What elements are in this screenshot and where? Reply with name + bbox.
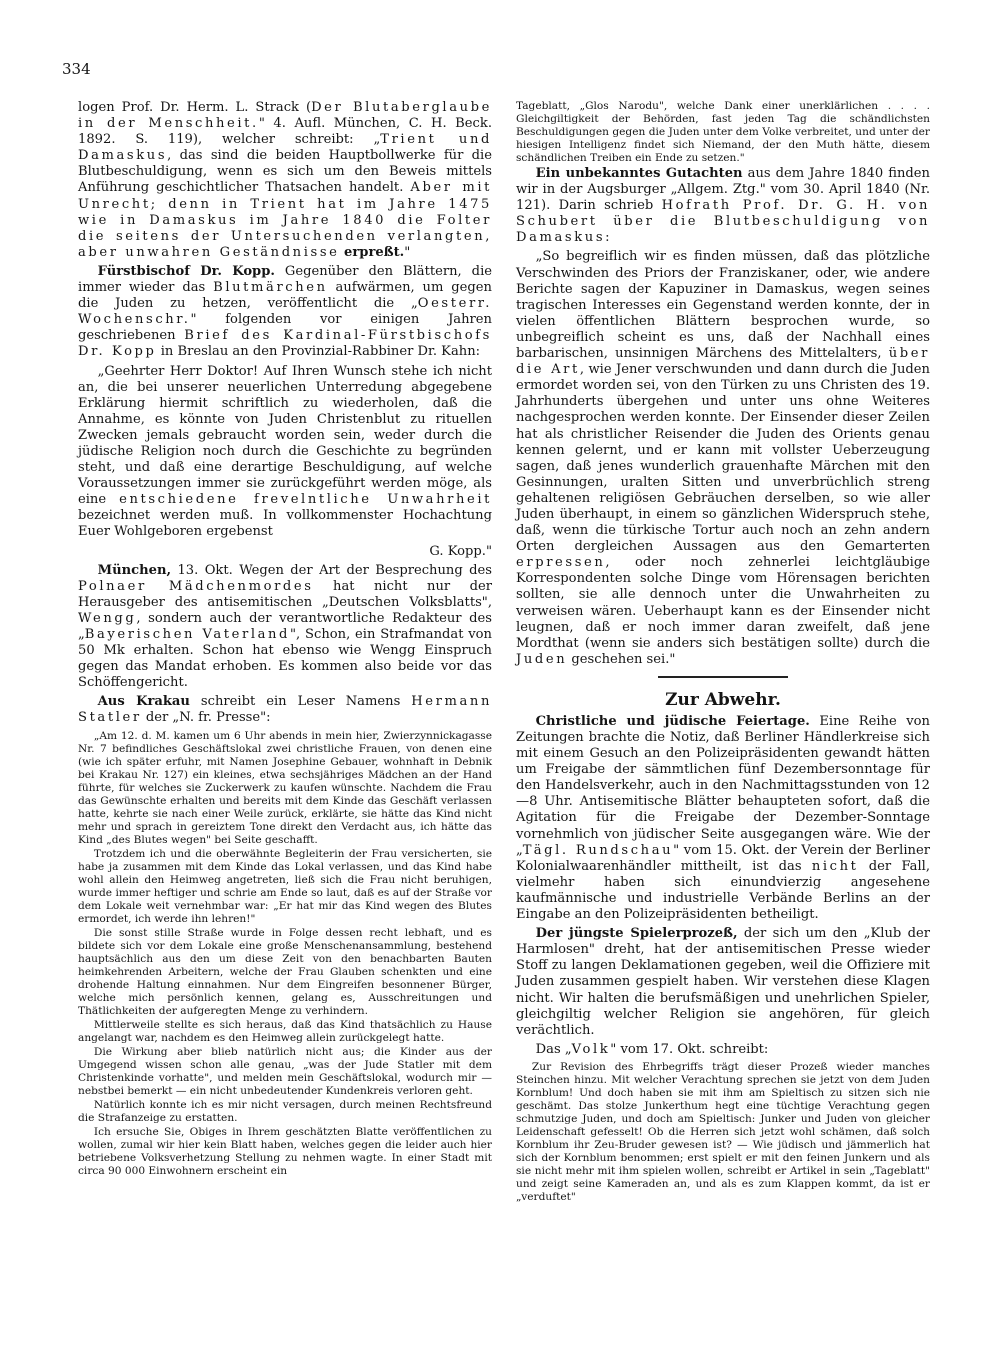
text-run: , das sind die beiden Hauptbollwerke für die Blutbeschuldigung, wenn es sich um den Beweis mittels Anführung geschichtlicher Thatsachen handelt. bbox=[78, 148, 492, 196]
left-column bbox=[78, 100, 492, 1179]
feiertage-article bbox=[516, 714, 930, 923]
text-run: der „N. fr. Presse": bbox=[141, 710, 271, 726]
volk-intro bbox=[516, 1042, 930, 1058]
text-run: " folgenden vor einigen Jahren geschriebenen bbox=[78, 312, 492, 344]
text-run: bezeichnet werden muß. In vollkommenster Hochachtung Euer Wohlgeboren ergebenst bbox=[78, 508, 492, 540]
text-run: , wie Jener verschwunden und dann durch die Juden ermordet worden sei, von den Türken zu uns Christen des 19. Jahrhunderts übergehen und unter uns ohne Weiteres nachgesprochen werden konnte. Der Einsender dieser Zeilen hat als christlicher Reisender die Juden des Orients genau kennen gelernt, und er kann mit vollster Ueberzeugung sagen, daß jenes wunderlich grauenhafte Märchen mit den Gesinnungen, uralten Sitten und unverbrüchlich streng gehaltenen religiösen Gebräuchen derselben, so wie aller Juden überhaupt, in einem so gänzlichen Widerspruch stehe, daß, wenn die türkische Tortur auch noch an zehn andern Orten dergleichen Aussagen aus den Gemarterten bbox=[516, 362, 930, 555]
text-run: München, bbox=[97, 562, 172, 578]
letter-signature: G. Kopp." bbox=[429, 543, 492, 559]
text-run: hat nicht nur der Herausgeber des antisemitischen „Deutschen Volksblatts", bbox=[78, 578, 492, 610]
text-run: , oder noch zehnerlei leichtgläubige Korrespondenten solche Dinge vom Hörensagen berichten sollten, sie alle dennoch unter die Unwahrheiten zu verweisen wären. Ueberhaupt kann es der Einsender nicht leugnen, daß er noch immer daran zweifelt, daß jene Mordthat (wenn sie anders sich bestätigen sollte) durch die bbox=[516, 555, 930, 651]
text-run: in Breslau an den Provinzial-Rabbiner Dr. Kahn: bbox=[156, 344, 481, 360]
text-run: „So begreiflich wir es finden müssen, daß das plötzliche Verschwinden des Priors der Franziskaner, oder, wie andere Berichte sagen der Kapuziner in Damaskus, wegen seines tragischen Interesses ein Gegenstand werden konnte, der in vielen öffentlichen Blättern besprochen wurde, so unbegreiflich scheint es uns, daß der Nachhall eines barbarischen, unsinnigen Märchens des Mittelalters, bbox=[516, 249, 930, 362]
krakau-article bbox=[78, 694, 492, 726]
letter-paragraph: Trotzdem ich und die oberwähnte Begleiterin der Frau versicherten, sie habe ja zusammen mit dem Kinde das Lokal verlassen, und das Kind habe wohl allein den Heimweg angetreten, ließ sich die Frau nicht beruhigen, wurde immer heftiger und schrie am Ende so laut, daß es auf der Straße vor dem Lokale weit vernehmbar war: „Er hat mir das Kind wegen des Blutes ermordet, ich werde ihn lehren!" bbox=[78, 847, 492, 925]
text-run: der sich um den „Klub der Harmlosen" dreht, hat der antisemitischen Presse wieder Stoff zu langen Deklamationen gegeben, weil die Offiziere mit Juden zusammen gespielt haben. Wir verstehen diese Klagen nicht. Wir halten die berufsmäßigen und unehrlichen Spieler, gleichgiltig welcher Religion sie angehören, für gleich verächtlich. bbox=[516, 926, 930, 1038]
text-run: geschehen sei." bbox=[567, 651, 676, 667]
text-run: erpressen bbox=[516, 555, 606, 571]
letter-paragraph: Ich ersuche Sie, Obiges in Ihrem geschätzten Blatte veröffentlichen zu wollen, zumal wir hier kein Blatt haben, welches gegen die leider auch hier betriebene Volksverhetzung Stellung zu nehmen wagte. In einer Stadt mit circa 90 000 Einwohnern erscheint ein bbox=[78, 1125, 492, 1177]
text-run: aus dem Jahre 1840 finden wir in der Augsburger „Allgem. Ztg." vom 30. April 1840 (Nr. 121). Darin schrieb bbox=[516, 166, 930, 214]
schubert-quote bbox=[516, 249, 930, 667]
text-run: „Geehrter Herr Doktor! Auf Ihren Wunsch stehe ich nicht an, die bei unserer neuerlichen Unterredung abgegebene Erklärung hiermit schriftlich zu wiederholen, daß die Annahme, es könnte von Juden Christenblut zu rituellen Zwecken jemals gebraucht worden sein, weder durch die jüdische Religion noch durch die Geschichte zu begründen steht, und daß eine derartige Beschuldigung, auf welche Voraussetzungen immer sie zurückgeführt werden möge, als eine bbox=[78, 363, 492, 508]
text-run: nicht bbox=[811, 858, 859, 874]
text-run: Brief des Kardinal-Fürstbischofs Dr. Kopp bbox=[78, 328, 492, 360]
text-run: : bbox=[605, 230, 610, 246]
kopp-letter bbox=[78, 364, 492, 541]
text-run: , sondern auch der verantwortliche Redakteur des „ bbox=[78, 610, 492, 642]
text-run: Trient und Damaskus bbox=[78, 132, 492, 164]
text-run: Tägl. Rundschau bbox=[522, 842, 674, 858]
text-run: Der jüngste Spielerprozeß, bbox=[535, 926, 738, 942]
text-run: " 4. Aufl. München, C. H. Beck. 1892. S. 119), welcher schreibt: „ bbox=[78, 116, 492, 148]
text-run: Polnaer Mädchenmordes bbox=[78, 578, 314, 594]
page-number: 334 bbox=[62, 60, 91, 78]
letter-paragraph: Mittlerweile stellte es sich heraus, daß das Kind thatsächlich zu Hause angelangt war, nachdem es den Heimweg allein zurückgelegt hatte. bbox=[78, 1018, 492, 1044]
letter-paragraph: „Am 12. d. M. kamen um 6 Uhr abends in mein hier, Zwierzynnickagasse Nr. 7 befindliches Geschäftslokal zwei christliche Frauen, von denen eine (wie ich später erfuhr, mit Namen Josephine Gebauer, wohnhaft in Debnik bei Krakau Nr. 127) ein kleines, etwa sechsjähriges Mädchen an der Hand führte, für welches sie Zuckerwerk zu kaufen wünschte. Nachdem die Frau das Gewünschte erhalten und bereits mit dem Kinde das Geschäft verlassen hatte, kehrte sie nach einer Weile zurück, erklärte, sie hätte das Kind nicht mehr und sprach in gereiztem Tone direkt den Verdacht aus, ich hätte das Kind „des Blutes wegen" bei Seite geschafft. bbox=[78, 729, 492, 846]
text-run: Der Blutaberglaube in der Menschheit. bbox=[78, 100, 492, 132]
text-run: " vom 15. Okt. der Verein der Berliner Kolonialwaarenhändler mittheilt, ist das bbox=[516, 842, 930, 874]
text-run: Das „ bbox=[535, 1041, 572, 1057]
intro-paragraph bbox=[78, 100, 492, 261]
krakau-letter bbox=[78, 730, 492, 1178]
text-run: Gegenüber den Blättern, die immer wieder das bbox=[78, 263, 493, 296]
krakau-letter-end: Tageblatt, „Glos Narodu", welche Dank einer unerklärlichen . . . . Gleichgiltigkeit der Behörden, fast jeden Tag die schändlichsten Beschuldigungen gegen die Juden unter dem Volke verbreitet, und unter der hiesigen Intelligenz findet sich Niemand, der den Muth hätte, diesem schändlichen Treiben ein Ende zu setzen." bbox=[516, 100, 930, 164]
text-run: Blutmärchen bbox=[213, 280, 328, 296]
text-run: Volk bbox=[571, 1041, 611, 1057]
text-run: Aber mit Unrecht; denn in Trient hat im Jahre 1475 wie in Damaskus im Jahre 1840 die Folter die seitens der Untersuchenden verlangten, aber unwahren Geständnisse bbox=[78, 180, 492, 260]
kopp-article bbox=[78, 264, 492, 361]
text-run: erpreßt. bbox=[339, 244, 405, 260]
text-run: Wengg bbox=[78, 610, 137, 626]
text-run: über die Art bbox=[516, 346, 930, 378]
text-run: aufwärmen, um gegen die Juden zu hetzen, veröffentlicht die „ bbox=[78, 280, 492, 312]
text-run: Ein unbekanntes Gutachten bbox=[535, 166, 743, 181]
text-run: Juden bbox=[516, 651, 568, 667]
text-run: Hermann Statler bbox=[78, 694, 492, 726]
text-run: logen Prof. Dr. Herm. L. Strack ( bbox=[78, 100, 312, 115]
text-run: 13. Okt. Wegen der Art der Besprechung des bbox=[171, 562, 492, 578]
right-column bbox=[516, 100, 930, 1205]
text-run: ", Schon, ein Strafmandat von 50 Mk erhalten. Schon hat ebenso wie Wengg Einspruch gegen das Mandat erhoben. Es kommen also beide vor das Schöffengericht. bbox=[78, 627, 492, 691]
volk-quote: Zur Revision des Ehrbegriffs trägt dieser Prozeß wieder manches Steinchen hinzu. Mit welcher Verachtung sprechen sie jetzt von dem Juden Kornblum! Und doch haben sie mit ihm am Spieltisch zu sitzen sich nie geschämt. Das stolze Junkerthum hegt eine tüchtige Verachtung gegen schmutzige Juden, und doch am Spieltisch: Junker und Juden von gleicher Leidenschaft gefesselt! Ob die Herren sich jetzt wohl schämen, daß solch Kornblum ihr Zeu-Bruder gewesen ist? — Wie jüdisch und jämmerlich hat sich der Kornblum benommen; erst spielt er mit den feinen Junkern und als sie nicht mehr mit ihm spielen wollen, schreibt er Artikel in sein „Tageblatt" und zeigt seine Kameraden an, und als es zum Klappen kommt, da ist er „verduftet" bbox=[516, 1060, 930, 1203]
letter-paragraph: Die Wirkung aber blieb natürlich nicht aus; die Kinder aus der Umgegend wissen schon alle genau, „was der Jude Statler mit dem Christenkinde vorhatte", und melden mein Geschäftslokal, wodurch mir — nebstbei bemerkt — ein nicht unbedeutender Kundenkreis verloren geht. bbox=[78, 1045, 492, 1097]
text-run: Oesterr. Wochenschr. bbox=[78, 296, 492, 328]
section-divider bbox=[658, 676, 788, 678]
munchen-article bbox=[78, 563, 492, 692]
text-run: der Fall, vielmehr haben sich einundvierzig angesehene kaufmännische und industrielle Verbände Berlins an der Eingabe an den Polizeipräsidenten betheiligt. bbox=[516, 858, 930, 923]
section-heading: Zur Abwehr. bbox=[665, 689, 781, 710]
text-run: Hofrath Prof. Dr. G. H. von Schubert über die Blutbeschuldigung von Damaskus bbox=[516, 198, 931, 246]
gutachten-article bbox=[516, 166, 930, 246]
text-run: Christliche und jüdische Feiertage. bbox=[535, 713, 810, 729]
text-run: Fürstbischof Dr. Kopp. bbox=[97, 263, 275, 279]
text-run: entschiedene frevelntliche Unwahrheit bbox=[119, 492, 492, 508]
text-run: schreibt ein Leser Namens bbox=[189, 694, 412, 710]
letter-paragraph: Natürlich konnte ich es mir nicht versagen, durch meinen Rechtsfreund die Strafanzeige zu erstatten. bbox=[78, 1098, 492, 1124]
text-run: Bayerischen Vaterland bbox=[84, 627, 291, 642]
text-run: " vom 17. Okt. schreibt: bbox=[610, 1041, 769, 1057]
letter-paragraph: Die sonst stille Straße wurde in Folge dessen recht lebhaft, und es bildete sich vor dem Lokale eine große Menschenansammlung, bestehend hauptsächlich aus den um diese Zeit von den benachbarten Bauten heimkehrenden Arbeitern, welche der Frau Glauben schenkten und eine drohende Haltung einnahmen. Nur dem Eingreifen besonnener Bürger, welche mich persönlich kennen, gelang es, Ausschreitungen und Thätlichkeiten der aufgeregten Menge zu verhindern. bbox=[78, 926, 492, 1017]
text-run: Aus Krakau bbox=[97, 694, 190, 710]
spielerprozess-article bbox=[516, 926, 930, 1039]
text-run: Eine Reihe von Zeitungen brachte die Notiz, daß Berliner Händlerkreise sich mit einem Gesuch an den Polizeipräsidenten gewandt hätten um Freigabe der sämmtlichen fünf Dezembersonntage für den Handelsverkehr, auch in den Nachmittagsstunden von 12—8 Uhr. Antisemitische Blätter behaupteten sofort, daß die Agitation für die Freigabe der Dezember-Sonntage vornehmlich von jüdischer Seite ausgegangen wäre. Wie der „ bbox=[516, 713, 930, 858]
text-run: " bbox=[404, 244, 411, 260]
